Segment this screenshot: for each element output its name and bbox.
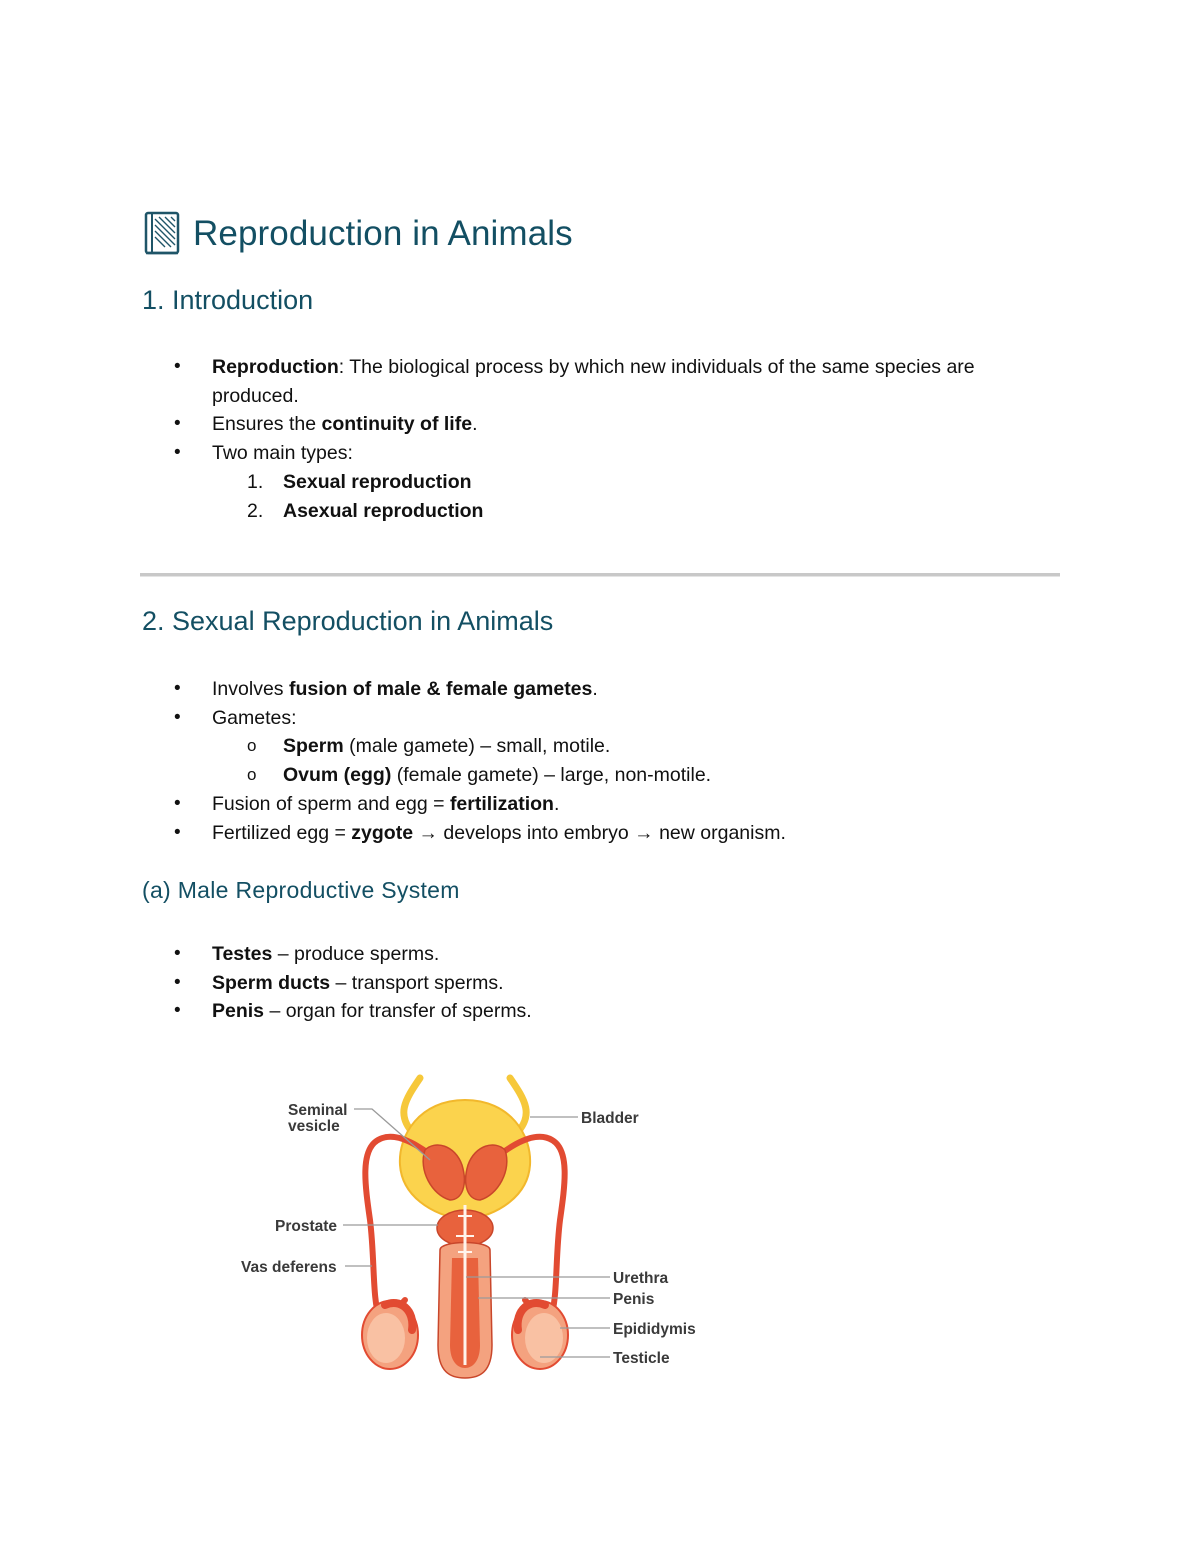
item-number: 2.: [247, 499, 264, 522]
bullet-icon: •: [174, 356, 181, 377]
label-penis: Penis: [613, 1291, 655, 1308]
list-item: [0, 410, 1200, 439]
numbered-item: [0, 468, 1200, 497]
bullet-icon: •: [174, 792, 181, 814]
section-heading-sexual-reproduction: 2. Sexual Reproduction in Animals: [142, 606, 554, 636]
text: Fertilized egg =: [212, 821, 352, 844]
list-item: [0, 997, 1200, 1026]
circle-bullet-icon: o: [247, 765, 257, 785]
item-number: 1.: [247, 470, 264, 493]
bullet-icon: •: [174, 1000, 181, 1022]
page-title: [143, 208, 573, 260]
text: Involves: [212, 678, 289, 700]
label-bladder: Bladder: [581, 1110, 639, 1127]
sexual-reproduction-list: [0, 675, 1200, 847]
intro-list: [0, 353, 1200, 525]
label-vas-deferens: Vas deferens: [241, 1259, 337, 1276]
text: Two main types:: [212, 442, 353, 465]
text: Ensures the: [212, 413, 322, 436]
bullet-icon: •: [174, 821, 181, 843]
type-label: Sexual reproduction: [283, 470, 472, 493]
text: Gametes:: [212, 706, 297, 729]
definition: : The biological process by which new individuals of the same species are produced.: [212, 356, 975, 407]
term: Sperm ducts: [212, 971, 331, 994]
text: (female gamete) – large, non-motile.: [391, 764, 712, 787]
sub-list-item: [0, 761, 1200, 790]
label-epididymis: Epididymis: [613, 1321, 696, 1338]
text: .: [472, 413, 478, 436]
numbered-item: [0, 497, 1200, 526]
bladder: [400, 1100, 530, 1220]
term: continuity of life: [321, 413, 473, 436]
list-item: [0, 819, 1200, 848]
male-reproductive-system-diagram: [230, 1068, 730, 1388]
term: Sperm: [283, 735, 344, 758]
text: .: [592, 678, 598, 700]
title-text: Reproduction in Animals: [193, 214, 573, 253]
sub-list-item: [0, 732, 1200, 761]
list-item: [0, 940, 1200, 969]
term: fusion of male & female gametes: [288, 678, 593, 700]
term: Testes: [212, 943, 273, 965]
text: – transport sperms.: [330, 971, 504, 994]
bullet-icon: •: [174, 943, 181, 964]
text: Fusion of sperm and egg =: [212, 792, 450, 815]
label-seminal-vesicle-1: Seminal: [288, 1102, 348, 1119]
type-label: Asexual reproduction: [283, 499, 484, 522]
label-urethra: Urethra: [613, 1270, 669, 1287]
list-item: [0, 969, 1200, 998]
subsection-heading-male-system: (a) Male Reproductive System: [142, 877, 460, 903]
book-icon: [143, 211, 181, 257]
label-testicle: Testicle: [613, 1350, 670, 1367]
male-system-list: [0, 940, 1200, 1026]
text: (male gamete) – small, motile.: [343, 735, 611, 758]
list-item: [0, 675, 1200, 704]
term: fertilization: [449, 792, 554, 815]
term: zygote: [351, 821, 414, 844]
list-item: [0, 790, 1200, 819]
section-heading-introduction: 1. Introduction: [142, 285, 314, 315]
bullet-icon: •: [174, 442, 181, 464]
list-item: [0, 704, 1200, 733]
text: .: [553, 792, 560, 815]
horizontal-divider: [140, 573, 1060, 577]
text: → develops into embryo → new organism.: [413, 821, 786, 844]
term: Penis: [212, 1000, 265, 1023]
term: Reproduction: [212, 356, 339, 378]
bullet-icon: •: [174, 413, 181, 435]
bullet-icon: •: [174, 706, 181, 728]
label-prostate: Prostate: [275, 1218, 338, 1235]
label-seminal-vesicle-2: vesicle: [288, 1118, 340, 1135]
circle-bullet-icon: o: [247, 736, 257, 756]
bullet-icon: •: [174, 678, 181, 699]
text: – produce sperms.: [272, 943, 440, 965]
term: Ovum (egg): [283, 764, 392, 787]
text: – organ for transfer of sperms.: [264, 1000, 532, 1023]
list-item: [0, 439, 1200, 468]
list-item: [0, 353, 1200, 410]
bullet-icon: •: [174, 971, 181, 993]
